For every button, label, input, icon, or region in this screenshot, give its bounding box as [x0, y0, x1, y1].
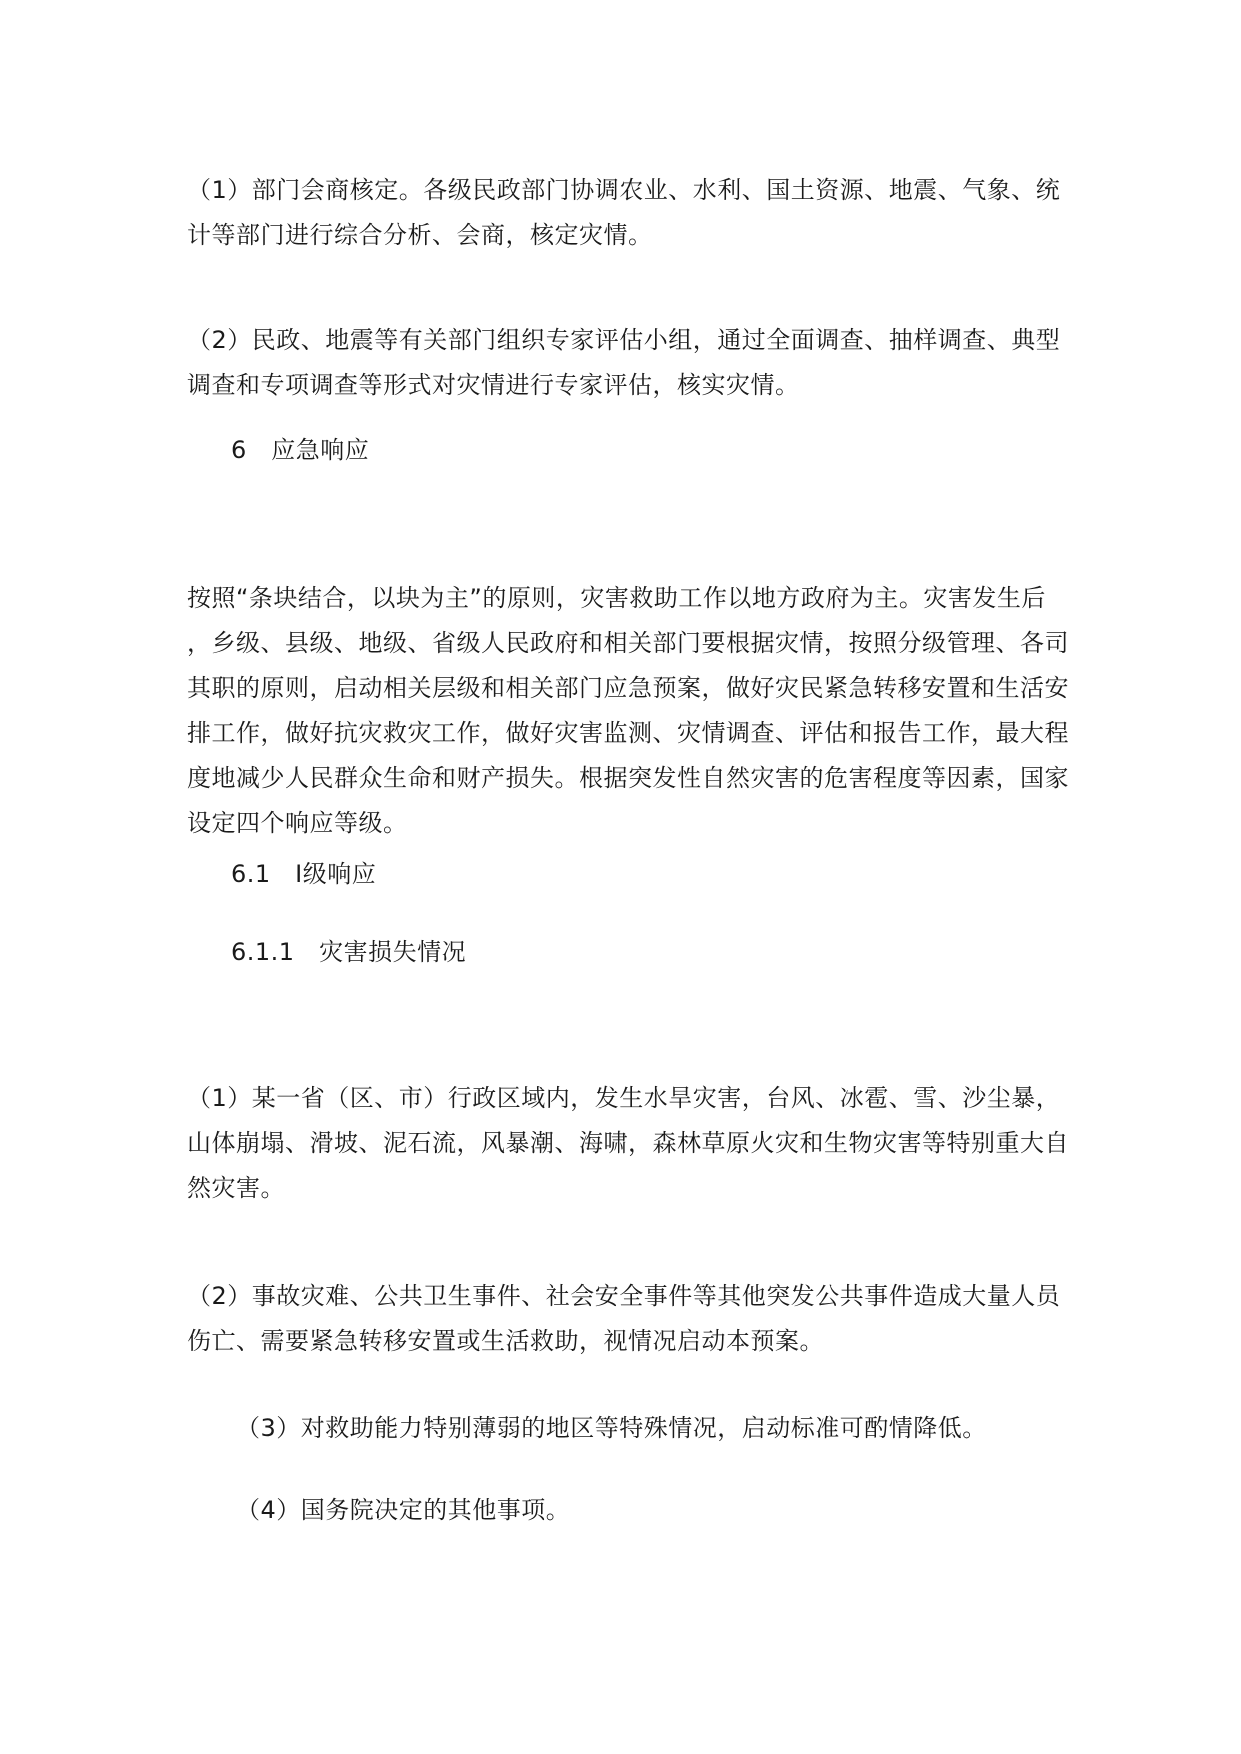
paragraph-line: 按照“条块结合，以块为主”的原则，灾害救助工作以地方政府为主。灾害发生后 [187, 584, 1046, 612]
paragraph-public-emergencies [187, 1274, 1087, 1364]
paragraph-line: 排工作，做好抗灾救灾工作，做好灾害监测、灾情调查、评估和报告工作，最大程 [187, 719, 1069, 747]
paragraph-natural-disasters [187, 1076, 1087, 1211]
paragraph-line: （1）部门会商核定。各级民政部门协调农业、水利、国土资源、地震、气象、统 [187, 176, 1061, 204]
paragraph-expert-assessment [187, 318, 1087, 408]
paragraph-line: 度地减少人民群众生命和财产损失。根据突发性自然灾害的危害程度等因素，国家 [187, 764, 1069, 792]
paragraph-line: （1）某一省（区、市）行政区域内，发生水旱灾害，台风、冰雹、雪、沙尘暴， [187, 1084, 1061, 1112]
paragraph-line: （2）民政、地震等有关部门组织专家评估小组，通过全面调查、抽样调查、典型 [187, 326, 1061, 354]
section-heading-emergency-response: 6 应急响应 [231, 436, 370, 464]
paragraph-line: 调查和专项调查等形式对灾情进行专家评估，核实灾情。 [187, 371, 800, 399]
list-item-weak-areas: （3）对救助能力特别薄弱的地区等特殊情况，启动标准可酌情降低。 [236, 1414, 987, 1442]
paragraph-line: 然灾害。 [187, 1174, 285, 1202]
paragraph-line: 其职的原则，启动相关层级和相关部门应急预案，做好灾民紧急转移安置和生活安 [187, 674, 1069, 702]
list-item-state-council: （4）国务院决定的其他事项。 [236, 1496, 571, 1524]
section-heading-level-one-response: 6.1 Ⅰ级响应 [231, 860, 377, 888]
paragraph-line: （2）事故灾难、公共卫生事件、社会安全事件等其他突发公共事件造成大量人员 [187, 1282, 1061, 1310]
paragraph-line: 伤亡、需要紧急转移安置或生活救助，视情况启动本预案。 [187, 1327, 824, 1355]
paragraph-line: ，乡级、县级、地级、省级人民政府和相关部门要根据灾情，按照分级管理、各司 [187, 629, 1069, 657]
paragraph-line: 计等部门进行综合分析、会商，核定灾情。 [187, 221, 653, 249]
paragraph-dept-consultation [187, 168, 1087, 258]
paragraph-line: 设定四个响应等级。 [187, 809, 408, 837]
paragraph-line: 山体崩塌、滑坡、泥石流，风暴潮、海啸，森林草原火灾和生物灾害等特别重大自 [187, 1129, 1069, 1157]
paragraph-response-principle [187, 576, 1087, 846]
section-heading-disaster-loss: 6.1.1 灾害损失情况 [231, 938, 467, 966]
